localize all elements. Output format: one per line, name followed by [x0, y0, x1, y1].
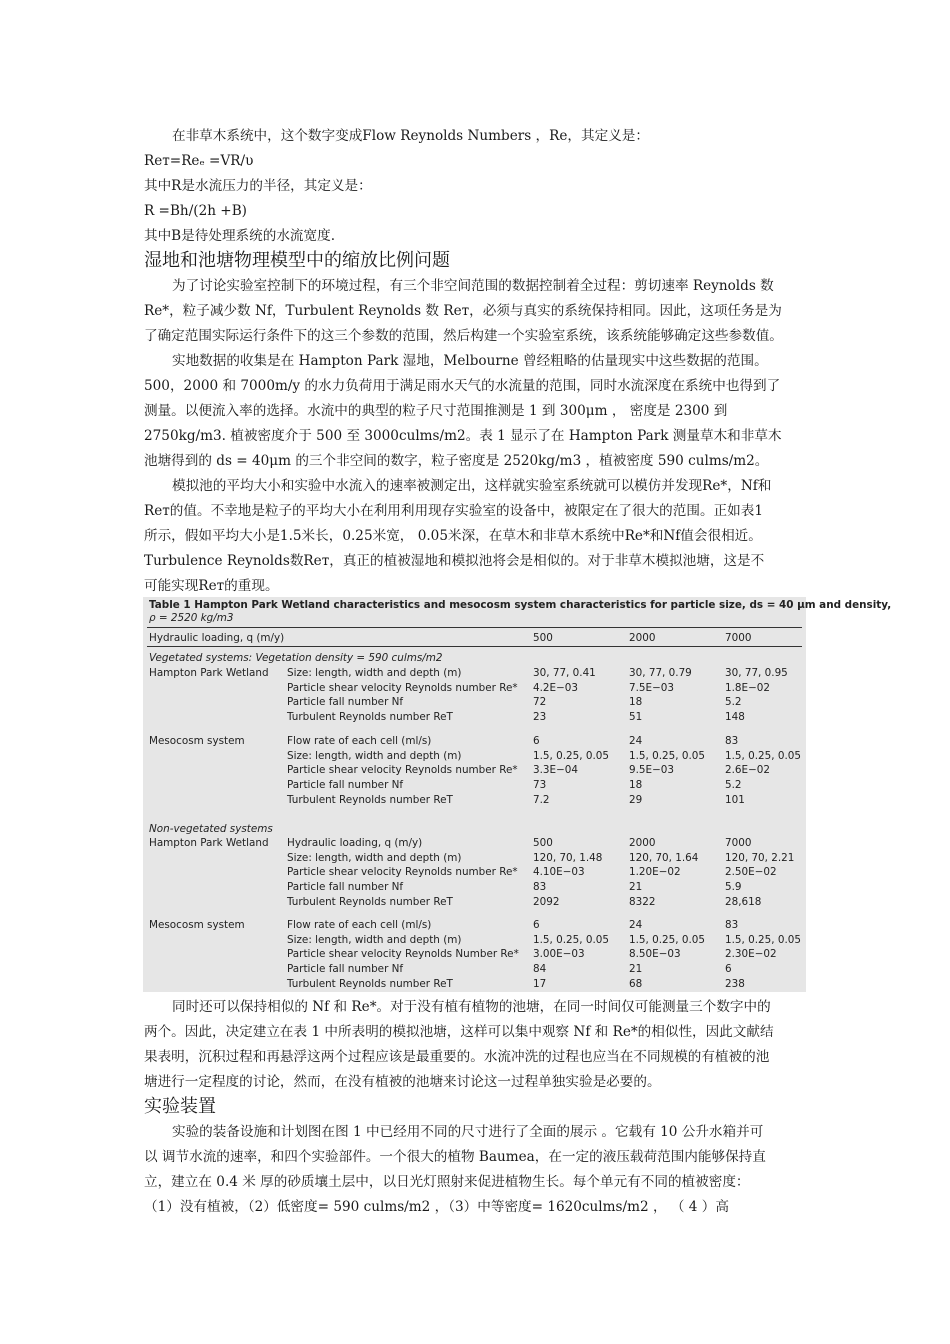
group-name: Mesocosm system [149, 735, 245, 747]
table-cell: 2000 [629, 837, 656, 849]
section-label: Vegetated systems: Vegetation density = 590 culms/m2 [149, 652, 443, 664]
table-cell: 21 [629, 963, 643, 976]
table-cell: 7000 [725, 837, 752, 849]
table-cell: 148 [725, 711, 745, 724]
parameter-label: Flow rate of each cell (ml/s) [287, 919, 432, 931]
table-cell: 51 [629, 711, 643, 724]
paragraph-line: 以 调节水流的速率，和四个实验部件。一个很大的植物 Baumea，在一定的液压载荷范围内能够保持直 [144, 1149, 766, 1165]
paragraph-line: 两个。因此，决定建立在表 1 中所表明的模拟池塘，这样可以集中观察 Nf 和 Re*的相似性，因此文献结 [144, 1024, 774, 1040]
table-cell: 9.5E−03 [629, 764, 675, 777]
paragraph-line: Re*，粒子减少数 Nf，Turbulent Reynolds 数 Reт，必须与真实的系统保持相同。因此，这项任务是为 [144, 303, 782, 319]
paragraph-line: 果表明，沉积过程和再悬浮这两个过程应该是最重要的。水流冲洗的过程也应当在不同规模的有植被的池 [144, 1049, 770, 1065]
table-cell: 8322 [629, 895, 656, 908]
table-cell: 6 [725, 963, 732, 976]
table-caption-cont: ρ = 2520 kg/m3 [149, 612, 234, 624]
table-cell: 7.2 [533, 793, 550, 806]
table-cell: 4.2E−03 [533, 681, 579, 694]
parameter-label: Flow rate of each cell (ml/s) [287, 735, 432, 747]
table-cell: 1.5, 0.25, 0.05 [725, 933, 802, 946]
table-cell: 1.5, 0.25, 0.05 [533, 749, 610, 762]
table-cell: 24 [629, 919, 643, 931]
paragraph-line: 2750kg/m3. 植被密度介于 500 至 3000culms/m2。表 1 显示了在 Hampton Park 测量草木和非草木 [144, 428, 782, 444]
parameter-label: Particle fall number Nf [287, 696, 404, 709]
paragraph-line: 塘进行一定程度的讨论，然而，在没有植被的池塘来讨论这一过程单独实验是必要的。 [144, 1074, 661, 1090]
paragraph-line: 实验的装备设施和计划图在图 1 中已经用不同的尺寸进行了全面的展示 。它载有 10 公升水箱并可 [172, 1124, 764, 1140]
table-cell: 18 [629, 779, 643, 792]
table-cell: 6 [533, 919, 540, 931]
table-cell: 83 [725, 919, 739, 931]
header-label: Hydraulic loading, q (m/y) [149, 632, 285, 644]
paragraph-line: 为了讨论实验室控制下的环境过程，有三个非空间范围的数据控制着全过程：剪切速率 Reynolds 数 [172, 278, 774, 294]
paragraph-line: 其中B是待处理系统的水流宽度. [144, 228, 336, 244]
parameter-label: Turbulent Reynolds number ReT [287, 793, 453, 806]
table-cell: 2.6E−02 [725, 764, 771, 777]
formula-line: Reт=Reₑ =VR/υ [144, 153, 254, 169]
table-cell: 3.3E−04 [533, 764, 579, 777]
table-cell: 17 [533, 977, 547, 990]
table-cell: 1.5, 0.25, 0.05 [725, 749, 802, 762]
table-cell: 28,618 [725, 895, 762, 908]
table-cell: 21 [629, 881, 643, 894]
table-cell: 1.8E−02 [725, 681, 771, 694]
table-cell: 72 [533, 696, 547, 709]
parameter-label: Turbulent Reynolds number ReT [287, 711, 453, 724]
group-name: Hampton Park Wetland [149, 667, 269, 679]
table-cell: 73 [533, 779, 547, 792]
parameter-label: Turbulent Reynolds number ReT [287, 977, 453, 990]
table-cell: 120, 70, 2.21 [725, 851, 795, 864]
table-cell: 68 [629, 977, 643, 990]
table-cell: 120, 70, 1.64 [629, 851, 699, 864]
paragraph-line: 在非草木系统中，这个数字变成Flow Reynolds Numbers ，Re，其定义是： [172, 128, 649, 144]
parameter-label: Particle shear velocity Reynolds Number Re* [287, 948, 519, 961]
formula-line: R =Bh/(2h +B) [144, 203, 247, 219]
parameter-label: Particle shear velocity Reynolds number Re* [287, 866, 518, 879]
paragraph-line: Reт的值。不幸地是粒子的平均大小在利用利用现存实验室的设备中，被限定在了很大的范围。正如表1 [144, 503, 763, 519]
group-name: Mesocosm system [149, 919, 245, 931]
table-cell: 29 [629, 793, 643, 806]
parameter-label: Particle shear velocity Reynolds number Re* [287, 764, 518, 777]
table-cell: 24 [629, 735, 643, 747]
table-cell: 238 [725, 977, 745, 990]
paragraph-line: 其中R是水流压力的半径，其定义是： [144, 178, 372, 194]
table-cell: 7.5E−03 [629, 681, 675, 694]
paragraph-line: 立，建立在 0.4 米 厚的砂质壤土层中，以日光灯照射来促进植物生长。每个单元有不同的植被密度： [144, 1174, 750, 1190]
table-cell: 23 [533, 711, 547, 724]
table-cell: 2.50E−02 [725, 866, 777, 879]
table-cell: 5.2 [725, 696, 742, 709]
table-cell: 4.10E−03 [533, 866, 585, 879]
table-cell: 6 [533, 735, 540, 747]
parameter-label: Particle fall number Nf [287, 963, 404, 976]
table-cell: 120, 70, 1.48 [533, 851, 603, 864]
paragraph-line: （1）没有植被，（2）低密度= 590 culms/m2 ，（3）中等密度= 1620culms/m2 ， （ 4 ）高 [144, 1199, 729, 1215]
section-heading: 湿地和池塘物理模型中的缩放比例问题 [144, 250, 450, 271]
parameter-label: Hydraulic loading, q (m/y) [287, 837, 423, 849]
table-rule-header [147, 646, 802, 647]
paragraph-line: 实地数据的收集是在 Hampton Park 湿地，Melbourne 曾经粗略的估量现实中这些数据的范围。 [172, 353, 768, 369]
table-cell: 1.5, 0.25, 0.05 [629, 749, 706, 762]
table-cell: 101 [725, 793, 745, 806]
paragraph-line: 模拟池的平均大小和实验中水流入的速率被测定出，这样就实验室系统就可以模仿并发现Re*，Nf和 [172, 478, 772, 494]
parameter-label: Particle fall number Nf [287, 881, 404, 894]
paragraph-line: 500，2000 和 7000m/y 的水力负荷用于满足雨水天气的水流量的范围，同时水流深度在系统中也得到了 [144, 378, 781, 394]
table-cell: 83 [725, 735, 739, 747]
table-cell: 2.30E−02 [725, 948, 777, 961]
table-cell: 30, 77, 0.79 [629, 667, 692, 679]
paragraph-line: 池塘得到的 ds = 40μm 的三个非空间的数字，粒子密度是 2520kg/m3 ，植被密度 590 culms/m2。 [144, 453, 769, 469]
header-col: 500 [533, 632, 553, 644]
table-cell: 84 [533, 963, 547, 976]
section-label: Non-vegetated systems [149, 823, 273, 835]
parameter-label: Size: length, width and depth (m) [287, 749, 462, 762]
table-cell: 18 [629, 696, 643, 709]
group-name: Hampton Park Wetland [149, 837, 269, 849]
parameter-label: Turbulent Reynolds number ReT [287, 895, 453, 908]
table-cell: 83 [533, 881, 547, 894]
table-cell: 5.9 [725, 881, 742, 894]
table-cell: 3.00E−03 [533, 948, 585, 961]
table-cell: 1.5, 0.25, 0.05 [533, 933, 610, 946]
table-cell: 30, 77, 0.41 [533, 667, 596, 679]
parameter-label: Particle fall number Nf [287, 779, 404, 792]
header-col: 7000 [725, 632, 752, 644]
section-heading: 实验装置 [144, 1096, 216, 1117]
paragraph-line: Turbulence Reynolds数Reт，真正的植被湿地和模拟池将会是相似的。对于非草木模拟池塘，这是不 [144, 553, 765, 569]
paragraph-line: 所示，假如平均大小是1.5米长，0.25米宽， 0.05米深，在草木和非草木系统中Re*和Nf值会很相近。 [144, 528, 762, 544]
paragraph-line: 可能实现Reт的重现。 [144, 578, 279, 594]
parameter-label: Size: length, width and depth (m) [287, 851, 462, 864]
header-col: 2000 [629, 632, 656, 644]
paragraph-line: 了确定范围实际运行条件下的这三个参数的范围，然后构建一个实验室系统，该系统能够确定这些参数值。 [144, 328, 783, 344]
table-cell: 1.5, 0.25, 0.05 [629, 933, 706, 946]
paragraph-line: 测量。以便流入率的选择。水流中的典型的粒子尺寸范围推测是 1 到 300μm ， 密度是 2300 到 [144, 403, 728, 419]
parameter-label: Size: length, width and depth (m) [287, 667, 462, 679]
parameter-label: Size: length, width and depth (m) [287, 933, 462, 946]
table-cell: 30, 77, 0.95 [725, 667, 788, 679]
table-cell: 2092 [533, 895, 560, 908]
table-cell: 1.20E−02 [629, 866, 681, 879]
table-cell: 8.50E−03 [629, 948, 681, 961]
table-caption: Table 1 Hampton Park Wetland characteristics and mesocosm system characteristics for particle size, ds = 40 μm and density, [149, 599, 892, 611]
table-rule-top [147, 627, 802, 628]
table-cell: 5.2 [725, 779, 742, 792]
paragraph-line: 同时还可以保持相似的 Nf 和 Re*。对于没有植有植物的池塘，在同一时间仅可能测量三个数字中的 [172, 999, 771, 1015]
table-cell: 500 [533, 837, 553, 849]
data-table [143, 597, 892, 992]
parameter-label: Particle shear velocity Reynolds number Re* [287, 681, 518, 694]
